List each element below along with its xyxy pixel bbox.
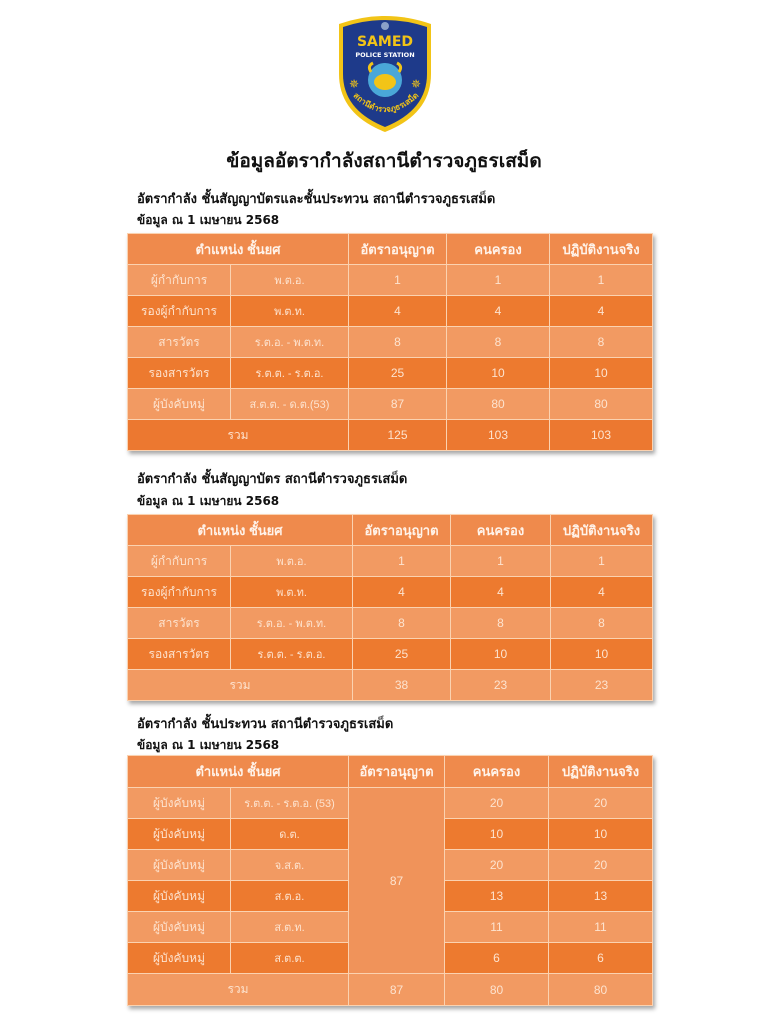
- table-row: [128, 546, 653, 577]
- total-label: รวม: [128, 670, 353, 701]
- total-held: 103: [447, 420, 550, 451]
- header-allowed: อัตราอนุญาต: [353, 515, 451, 546]
- page-title: ข้อมูลอัตรากำลังสถานีตำรวจภูธรเสม็ด: [226, 150, 542, 172]
- table-1-date: ข้อมูล ณ 1 เมษายน 2568: [137, 213, 280, 227]
- position-cell: สารวัตร: [128, 327, 231, 358]
- rank-cell: พ.ต.อ.: [231, 546, 353, 577]
- table-2-title: อัตรากำลัง ชั้นสัญญาบัตร สถานีตำรวจภูธรเสม็ด: [137, 472, 408, 487]
- header-position-rank: ตำแหน่ง ชั้นยศ: [128, 234, 349, 265]
- total-label: รวม: [128, 420, 349, 451]
- table-3-date: ข้อมูล ณ 1 เมษายน 2568: [137, 738, 280, 752]
- allowed-cell: 8: [349, 327, 447, 358]
- total-held: 23: [451, 670, 551, 701]
- table-1-title: อัตรากำลัง ชั้นสัญญาบัตรและชั้นประทวน สถานีตำรวจภูธรเสม็ด: [137, 192, 496, 207]
- held-cell: 1: [447, 265, 550, 296]
- table-row: [128, 265, 653, 296]
- rank-cell: ส.ต.ต. - ด.ต.(53): [231, 389, 349, 420]
- rank-cell: ร.ต.ต. - ร.ต.อ.: [231, 358, 349, 389]
- samed-police-station-logo: [333, 10, 437, 134]
- actual-cell: 8: [551, 608, 653, 639]
- logo-brand-text: SAMED: [356, 34, 414, 50]
- allowed-cell: 8: [353, 608, 451, 639]
- total-row: [128, 670, 653, 701]
- actual-cell: 10: [549, 819, 653, 850]
- actual-cell: 4: [551, 577, 653, 608]
- position-cell: รองสารวัตร: [128, 639, 231, 670]
- actual-cell: 20: [549, 788, 653, 819]
- table-row: [128, 327, 653, 358]
- table-row: [128, 639, 653, 670]
- held-cell: 11: [445, 912, 549, 943]
- rank-cell: ส.ต.อ.: [231, 881, 349, 912]
- header-actual: ปฏิบัติงานจริง: [551, 515, 653, 546]
- actual-cell: 10: [550, 358, 653, 389]
- table-3-title: อัตรากำลัง ชั้นประทวน สถานีตำรวจภูธรเสม็ด: [137, 717, 394, 732]
- position-cell: ผู้บังคับหมู่: [128, 788, 231, 819]
- held-cell: 4: [447, 296, 550, 327]
- total-allowed: 87: [349, 974, 445, 1006]
- total-allowed: 125: [349, 420, 447, 451]
- position-cell: ผู้บังคับหมู่: [128, 389, 231, 420]
- held-cell: 80: [447, 389, 550, 420]
- position-cell: ผู้บังคับหมู่: [128, 819, 231, 850]
- total-actual: 23: [551, 670, 653, 701]
- held-cell: 20: [445, 850, 549, 881]
- rank-cell: ด.ต.: [231, 819, 349, 850]
- header-actual: ปฏิบัติงานจริง: [550, 234, 653, 265]
- manpower-table-commissioned: [127, 514, 653, 701]
- allowed-cell: 1: [353, 546, 451, 577]
- position-cell: ผู้กำกับการ: [128, 546, 231, 577]
- held-cell: 4: [451, 577, 551, 608]
- actual-cell: 13: [549, 881, 653, 912]
- allowed-cell: 25: [349, 358, 447, 389]
- total-row: [128, 974, 653, 1006]
- rank-cell: พ.ต.ท.: [231, 577, 353, 608]
- total-row: [128, 420, 653, 451]
- rank-cell: ร.ต.อ. - พ.ต.ท.: [231, 327, 349, 358]
- position-cell: ผู้บังคับหมู่: [128, 912, 231, 943]
- table-row: [128, 358, 653, 389]
- star-icon: ✵: [348, 77, 360, 91]
- allowed-cell: 25: [353, 639, 451, 670]
- rank-cell: พ.ต.อ.: [231, 265, 349, 296]
- held-cell: 8: [447, 327, 550, 358]
- held-cell: 6: [445, 943, 549, 974]
- held-cell: 10: [447, 358, 550, 389]
- held-cell: 10: [451, 639, 551, 670]
- total-allowed: 38: [353, 670, 451, 701]
- position-cell: ผู้บังคับหมู่: [128, 850, 231, 881]
- position-cell: รองผู้กำกับการ: [128, 577, 231, 608]
- actual-cell: 4: [550, 296, 653, 327]
- position-cell: ผู้บังคับหมู่: [128, 881, 231, 912]
- total-actual: 80: [549, 974, 653, 1006]
- header-allowed: อัตราอนุญาต: [349, 756, 445, 788]
- position-cell: รองสารวัตร: [128, 358, 231, 389]
- actual-cell: 10: [551, 639, 653, 670]
- header-held: คนครอง: [445, 756, 549, 788]
- total-held: 80: [445, 974, 549, 1006]
- total-actual: 103: [550, 420, 653, 451]
- table-row: [128, 788, 653, 819]
- actual-cell: 1: [550, 265, 653, 296]
- rank-cell: ส.ต.ท.: [231, 912, 349, 943]
- manpower-table-all: [127, 233, 653, 451]
- allowed-cell: 4: [349, 296, 447, 327]
- held-cell: 20: [445, 788, 549, 819]
- actual-cell: 20: [549, 850, 653, 881]
- held-cell: 13: [445, 881, 549, 912]
- rank-cell: พ.ต.ท.: [231, 296, 349, 327]
- logo-thai-text: สถานีตำรวจภูธรเสม็ด: [351, 90, 421, 115]
- allowed-cell: 87: [349, 389, 447, 420]
- position-cell: รองผู้กำกับการ: [128, 296, 231, 327]
- rank-cell: ร.ต.ต. - ร.ต.อ. (53): [231, 788, 349, 819]
- merged-allowed-cell: 87: [349, 788, 445, 974]
- position-cell: สารวัตร: [128, 608, 231, 639]
- position-cell: ผู้บังคับหมู่: [128, 943, 231, 974]
- table-2-date: ข้อมูล ณ 1 เมษายน 2568: [137, 494, 280, 508]
- manpower-table-noncommissioned: [127, 755, 653, 1006]
- header-position-rank: ตำแหน่ง ชั้นยศ: [128, 515, 353, 546]
- held-cell: 1: [451, 546, 551, 577]
- header-position-rank: ตำแหน่ง ชั้นยศ: [128, 756, 349, 788]
- header-held: คนครอง: [451, 515, 551, 546]
- rank-cell: ร.ต.อ. - พ.ต.ท.: [231, 608, 353, 639]
- table-row: [128, 389, 653, 420]
- actual-cell: 11: [549, 912, 653, 943]
- logo-sub-text: POLICE STATION: [355, 51, 415, 59]
- allowed-cell: 1: [349, 265, 447, 296]
- crab-icon: [374, 74, 396, 90]
- table-row: [128, 296, 653, 327]
- actual-cell: 6: [549, 943, 653, 974]
- position-cell: ผู้กำกับการ: [128, 265, 231, 296]
- rank-cell: จ.ส.ต.: [231, 850, 349, 881]
- held-cell: 8: [451, 608, 551, 639]
- total-label: รวม: [128, 974, 349, 1006]
- rank-cell: ส.ต.ต.: [231, 943, 349, 974]
- rank-cell: ร.ต.ต. - ร.ต.อ.: [231, 639, 353, 670]
- actual-cell: 80: [550, 389, 653, 420]
- actual-cell: 1: [551, 546, 653, 577]
- header-allowed: อัตราอนุญาต: [349, 234, 447, 265]
- allowed-cell: 4: [353, 577, 451, 608]
- table-row: [128, 608, 653, 639]
- star-icon: ✵: [410, 77, 422, 91]
- header-held: คนครอง: [447, 234, 550, 265]
- table-row: [128, 577, 653, 608]
- actual-cell: 8: [550, 327, 653, 358]
- header-actual: ปฏิบัติงานจริง: [549, 756, 653, 788]
- held-cell: 10: [445, 819, 549, 850]
